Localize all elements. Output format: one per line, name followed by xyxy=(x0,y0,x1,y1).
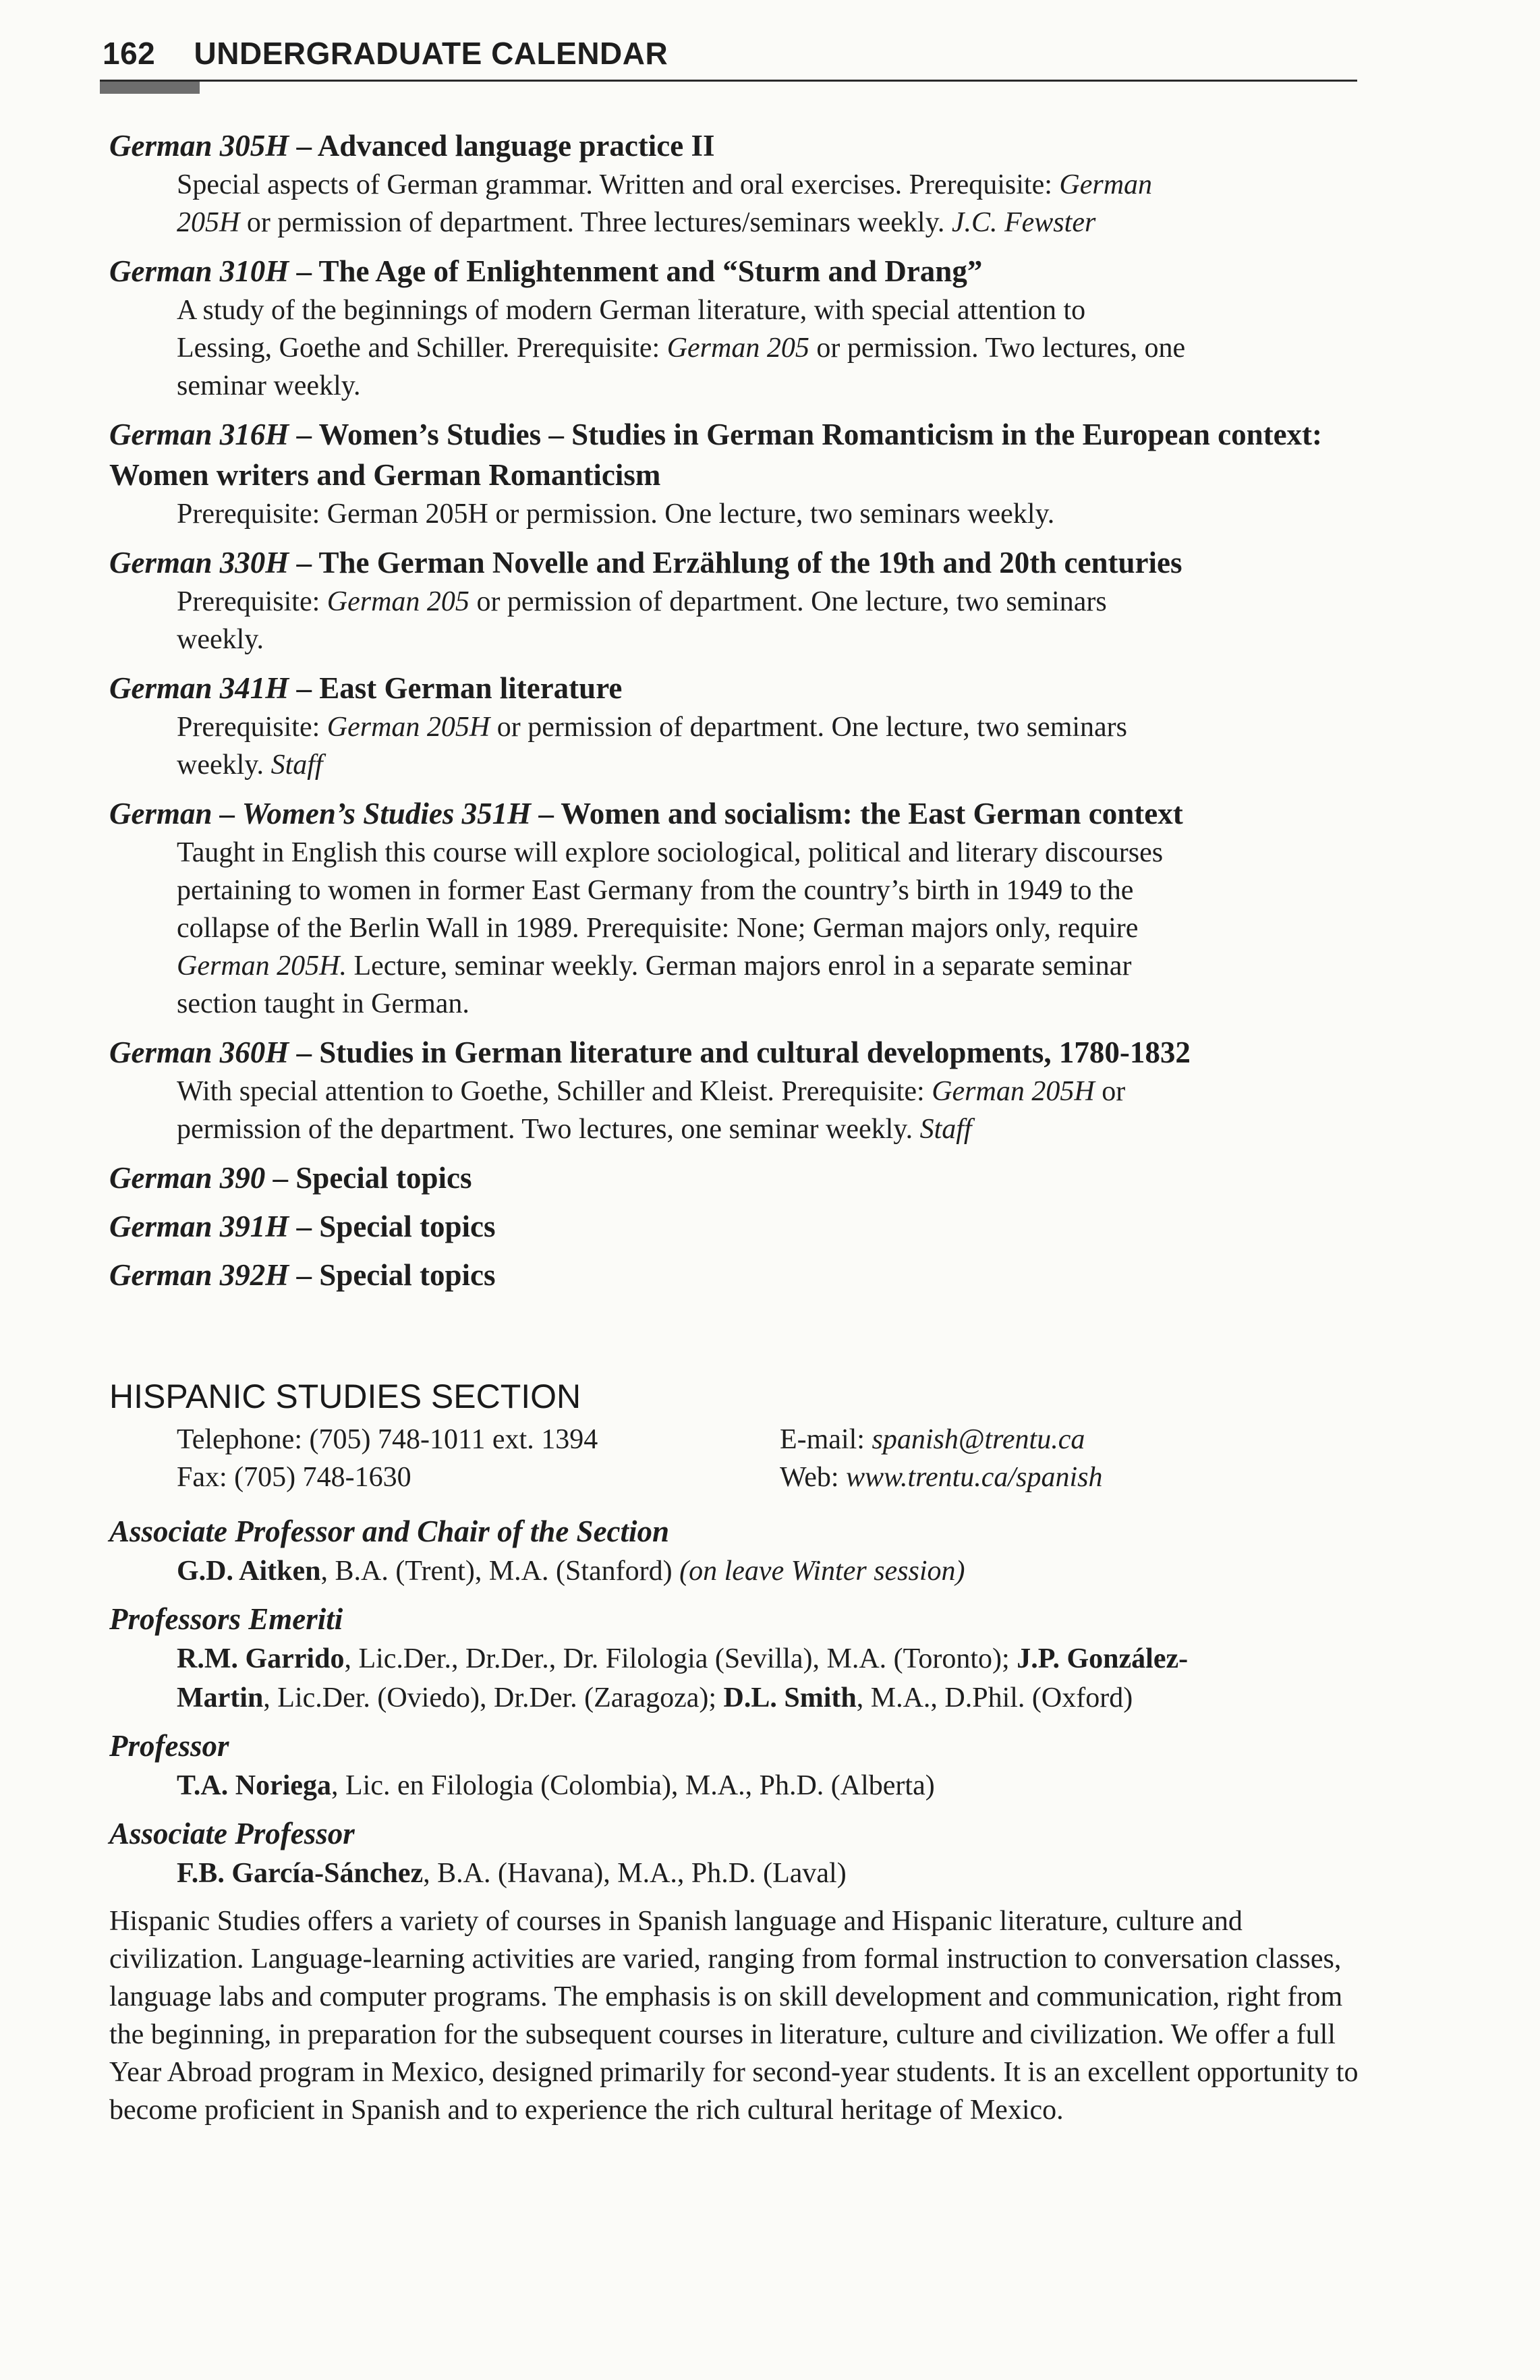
email-line xyxy=(780,1421,1102,1458)
course-description: Special aspects of German grammar. Written and oral exercises. Prerequisite: German 205H or permission of department. Three lectures/seminars weekly. J.C. Fewster xyxy=(177,169,1153,238)
header-rule-block xyxy=(100,82,200,94)
course-description: Prerequisite: German 205H or permission. One lecture, two seminars weekly. xyxy=(177,499,1055,530)
course-title xyxy=(109,1032,1364,1073)
course-title xyxy=(109,251,1364,291)
course-code: German 316H xyxy=(109,418,289,451)
course-code: German 341H xyxy=(109,671,289,705)
course-name: The German Novelle and Erzählung of the 19th and 20th centuries xyxy=(318,546,1182,579)
course-title xyxy=(109,542,1364,583)
faculty-members: R.M. Garrido, Lic.Der., Dr.Der., Dr. Filologia (Sevilla), M.A. (Toronto); J.P. González- Martin, Lic.Der. (Oviedo), Dr.Der. (Zaragoza); D.L. Smith, M.A., D.Phil. (Oxford) xyxy=(177,1643,1189,1713)
faculty-members: G.D. Aitken, B.A. (Trent), M.A. (Stanford) (on leave Winter session) xyxy=(177,1556,965,1587)
contact-info xyxy=(109,1421,1364,1503)
running-title: UNDERGRADUATE CALENDAR xyxy=(194,36,668,71)
course-entry xyxy=(109,1032,1364,1148)
telephone: Telephone: (705) 748-1011 ext. 1394 xyxy=(177,1424,598,1455)
course-title xyxy=(109,668,1364,708)
course-code: German 360H xyxy=(109,1036,289,1069)
section-description: Hispanic Studies offers a variety of courses in Spanish language and Hispanic literature, culture and civilization. Language-learning activities are varied, ranging from formal instruction to conversation classes, language labs and computer programs. The emphasis is on skill development and communication, right from the beginning, in preparation for the subsequent courses in literature, culture and civilization. We offer a full Year Abroad program in Mexico, designed primarily for second-year students. It is an excellent opportunity to become proficient in Spanish and to experience the rich cultural heritage of Mexico. xyxy=(109,1906,1359,2126)
course-name: Studies in German literature and cultural developments, 1780-1832 xyxy=(319,1036,1191,1069)
course-name: Special topics xyxy=(319,1258,496,1292)
title-separator: – xyxy=(296,671,312,705)
faculty-role: Associate Professor and Chair of the Section xyxy=(109,1514,670,1548)
course-entry xyxy=(109,414,1364,533)
web-link[interactable]: www.trentu.ca/spanish xyxy=(846,1462,1103,1493)
web-line xyxy=(780,1458,1102,1496)
course-entry xyxy=(109,668,1364,784)
title-separator: – xyxy=(273,1161,289,1195)
course-description: Prerequisite: German 205H or permission of department. One lecture, two seminars weekly. Staff xyxy=(177,712,1127,781)
special-topics-list xyxy=(109,1158,1364,1295)
course-name: The Age of Enlightenment and “Sturm and Drang” xyxy=(318,254,983,288)
special-topic-title xyxy=(109,1255,1364,1295)
page-header xyxy=(103,35,1357,72)
course-name: East German literature xyxy=(319,671,623,705)
course-code: German 392H xyxy=(109,1258,289,1292)
title-separator: – xyxy=(538,797,554,830)
header-rule xyxy=(100,80,1357,82)
page-number: 162 xyxy=(103,36,156,71)
title-separator: – xyxy=(296,546,312,579)
course-code: German 391H xyxy=(109,1210,289,1243)
faculty-role: Professors Emeriti xyxy=(109,1602,343,1636)
faculty-list xyxy=(109,1511,1364,1893)
special-topic-title xyxy=(109,1158,1364,1198)
page-content xyxy=(109,125,1364,2157)
title-separator: – xyxy=(296,1036,312,1069)
faculty-role: Associate Professor xyxy=(109,1817,355,1850)
course-description: With special attention to Goethe, Schiller and Kleist. Prerequisite: German 205H or permission of the department. Two lectures, one seminar weekly. Staff xyxy=(177,1076,1126,1145)
course-name: Special topics xyxy=(319,1210,496,1243)
course-entry xyxy=(109,542,1364,658)
course-title xyxy=(109,414,1364,495)
course-description: Prerequisite: German 205 or permission of department. One lecture, two seminars weekly. xyxy=(177,586,1107,655)
course-entry xyxy=(109,251,1364,405)
course-description: A study of the beginnings of modern German literature, with special attention to Lessing, Goethe and Schiller. Prerequisite: German 205 or permission. Two lectures, one seminar weekly. xyxy=(177,295,1186,401)
course-code: German 330H xyxy=(109,546,289,579)
course-entry xyxy=(109,793,1364,1023)
course-list xyxy=(109,125,1364,1148)
faculty-members: F.B. García-Sánchez, B.A. (Havana), M.A., Ph.D. (Laval) xyxy=(177,1858,847,1889)
title-separator: – xyxy=(296,254,312,288)
faculty-members: T.A. Noriega, Lic. en Filologia (Colombia), M.A., Ph.D. (Alberta) xyxy=(177,1770,935,1801)
title-separator: – xyxy=(296,129,312,163)
title-separator: – xyxy=(296,1210,312,1243)
web-label: Web: xyxy=(780,1462,847,1493)
course-code: German – Women’s Studies 351H xyxy=(109,797,532,830)
course-name: Advanced language practice II xyxy=(317,129,715,163)
course-name: Women’s Studies – Studies in German Romanticism in the European context: Women writers and German Romanticism xyxy=(109,418,1323,492)
faculty-role: Professor xyxy=(109,1729,229,1763)
course-code: German 305H xyxy=(109,129,289,163)
email-label: E-mail: xyxy=(780,1424,872,1455)
course-name: Special topics xyxy=(295,1161,472,1195)
fax: Fax: (705) 748-1630 xyxy=(177,1462,411,1493)
email-link[interactable]: spanish@trentu.ca xyxy=(872,1424,1085,1455)
course-description: Taught in English this course will explore sociological, political and literary discourses pertaining to women in former East Germany from the country’s birth in 1949 to the collapse of the Berlin Wall in 1989. Prerequisite: None; German majors only, require German 205H. Lecture, seminar weekly. German majors enrol in a separate seminar section taught in German. xyxy=(177,837,1164,1019)
course-title xyxy=(109,125,1364,166)
course-name: Women and socialism: the East German context xyxy=(561,797,1183,830)
course-title xyxy=(109,793,1364,834)
course-code: German 390 xyxy=(109,1161,266,1195)
title-separator: – xyxy=(296,1258,312,1292)
course-code: German 310H xyxy=(109,254,289,288)
course-entry xyxy=(109,125,1364,242)
title-separator: – xyxy=(296,418,312,451)
special-topic-title xyxy=(109,1206,1364,1247)
section-heading: HISPANIC STUDIES SECTION xyxy=(109,1378,581,1415)
